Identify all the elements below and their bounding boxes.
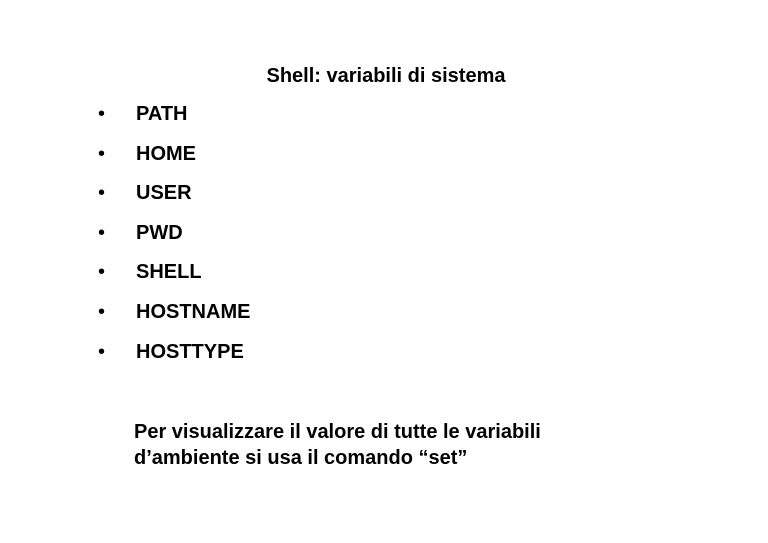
variable-name: SHELL: [136, 261, 202, 284]
bullet-icon: •: [98, 340, 106, 363]
variable-list: [96, 102, 250, 379]
list-item-pwd: [96, 221, 250, 261]
list-item-home: [96, 142, 250, 182]
bullet-icon: •: [98, 221, 106, 244]
bullet-icon: •: [98, 182, 106, 205]
list-item-hostname: [96, 300, 250, 340]
usage-note-line-2: d’ambiente si usa il comando “set”: [134, 447, 468, 469]
list-item-user: [96, 181, 250, 221]
variable-name: USER: [136, 182, 192, 205]
variable-name: HOSTTYPE: [136, 340, 244, 363]
list-item-shell: [96, 260, 250, 300]
list-item-path: [96, 102, 250, 142]
slide-title: Shell: variabili di sistema: [266, 65, 506, 87]
usage-note-line-1: Per visualizzare il valore di tutte le variabili: [134, 421, 541, 443]
bullet-icon: •: [98, 261, 106, 284]
bullet-icon: •: [98, 142, 106, 165]
variable-name: HOME: [136, 142, 196, 165]
variable-name: PWD: [136, 221, 183, 244]
usage-note: [134, 419, 541, 471]
list-item-hosttype: [96, 340, 250, 380]
variable-name: HOSTNAME: [136, 300, 251, 323]
bullet-icon: •: [98, 103, 106, 125]
bullet-icon: •: [98, 300, 106, 323]
variable-name: PATH: [136, 103, 188, 125]
